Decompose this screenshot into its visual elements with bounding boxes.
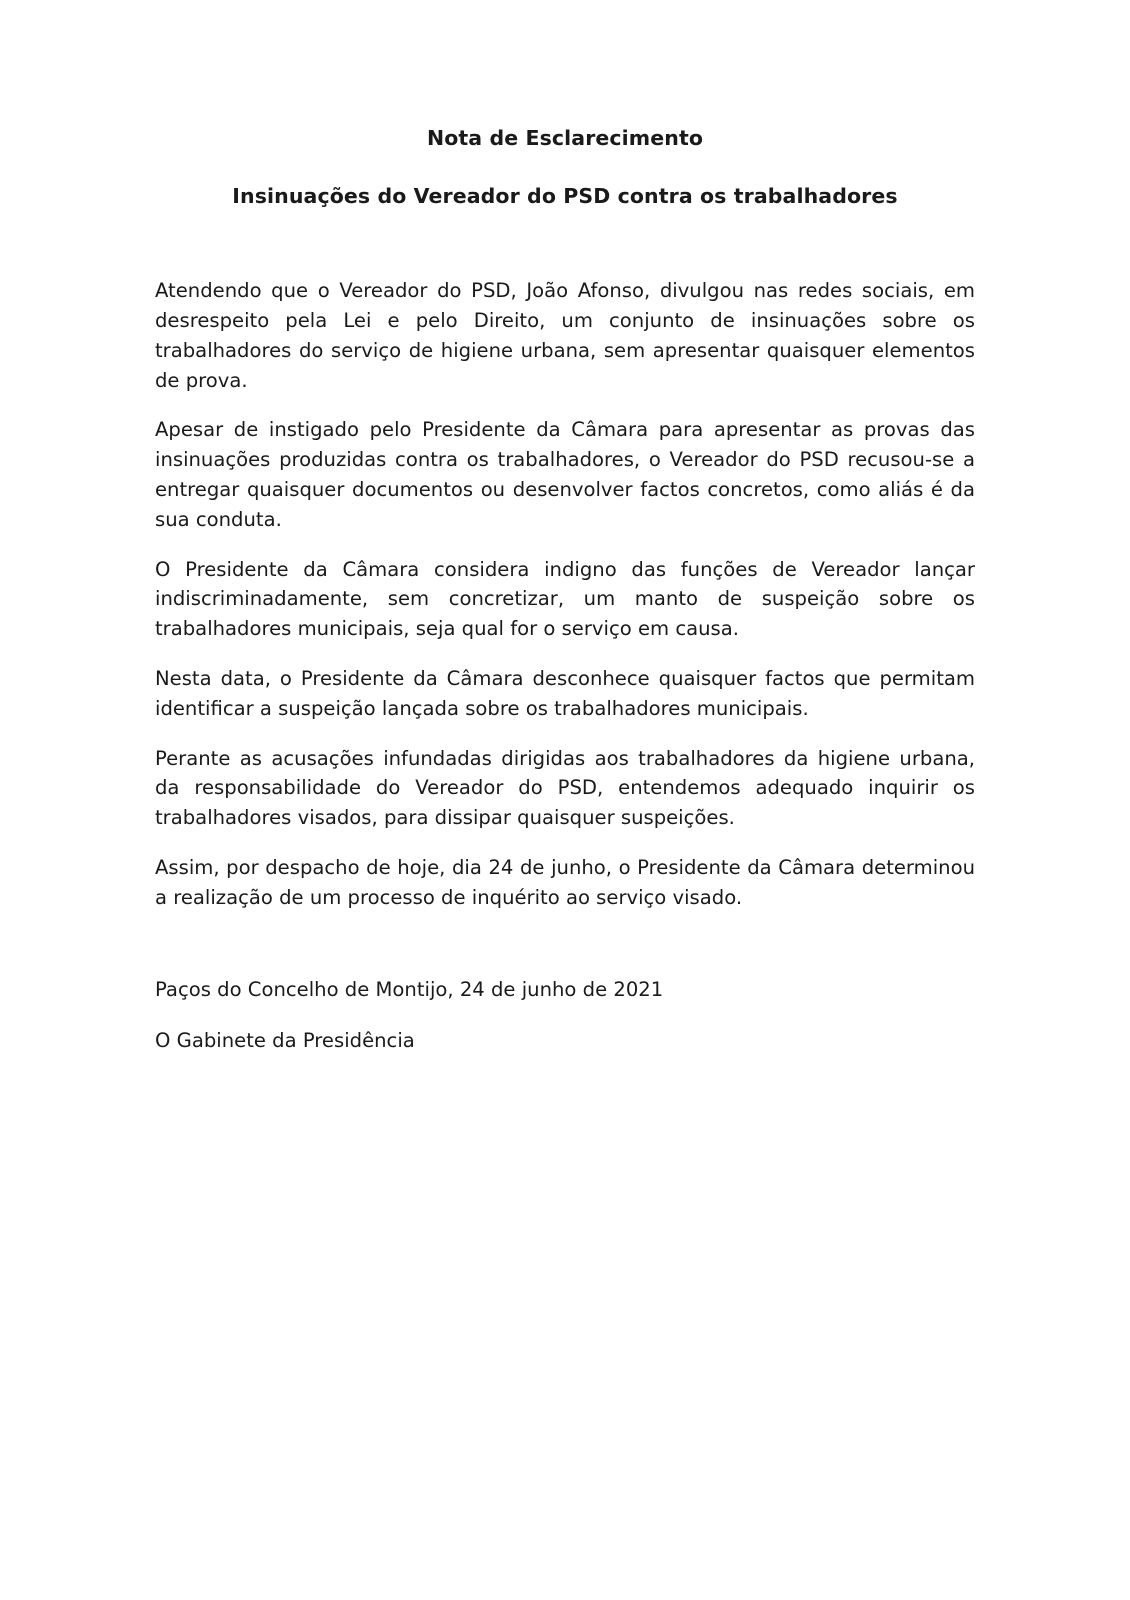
- document-body: [155, 276, 975, 912]
- paragraph: Apesar de instigado pelo Presidente da Câmara para apresentar as provas das insinuações produzidas contra os trabalhadores, o Vereador do PSD recusou-se a entregar quaisquer documentos ou desenvolver factos concretos, como aliás é da sua conduta.: [155, 418, 975, 531]
- signature-author: O Gabinete da Presidência: [155, 1029, 415, 1053]
- paragraph: O Presidente da Câmara considera indigno das funções de Vereador lançar indiscriminadamente, sem concretizar, um manto de suspeição sobre os trabalhadores municipais, seja qual for o serviço em causa.: [155, 557, 975, 641]
- place-and-date: Paços do Concelho de Montijo, 24 de junho de 2021: [155, 978, 664, 1002]
- signature-block: [155, 975, 975, 1056]
- page-subtitle: Insinuações do Vereador do PSD contra os trabalhadores: [232, 183, 898, 208]
- paragraph: Assim, por despacho de hoje, dia 24 de junho, o Presidente da Câmara determinou a realização de um processo de inquérito ao serviço visado.: [155, 855, 975, 909]
- page-title: Nota de Esclarecimento: [426, 126, 704, 150]
- paragraph: Perante as acusações infundadas dirigidas aos trabalhadores da higiene urbana, da responsabilidade do Vereador do PSD, entendemos adequado inquirir os trabalhadores visados, para dissipar quaisquer suspeições.: [155, 746, 975, 830]
- paragraph: Nesta data, o Presidente da Câmara desconhece quaisquer factos que permitam identificar a suspeição lançada sobre os trabalhadores municipais.: [155, 666, 975, 720]
- paragraph: Atendendo que o Vereador do PSD, João Afonso, divulgou nas redes sociais, em desrespeito pela Lei e pelo Direito, um conjunto de insinuações sobre os trabalhadores do serviço de higiene urbana, sem apresentar quaisquer elementos de prova.: [155, 279, 975, 392]
